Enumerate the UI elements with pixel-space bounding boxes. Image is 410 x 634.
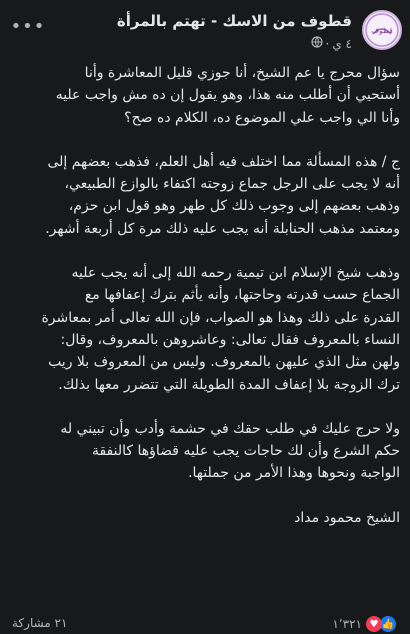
post-line: وذهب بعضهم إلى وجوب ذلك كل طهر وهو قول ابن حزم، — [68, 198, 400, 215]
post-line: القدرة على ذلك وهذا هو الصواب، فإن الله تعالى أمر بمعاشرة — [41, 309, 400, 326]
avatar-text: قطوف — [371, 26, 393, 35]
post-paragraph-answer-3 — [12, 418, 400, 485]
globe-icon — [311, 36, 323, 51]
post-meta — [311, 36, 353, 51]
reactions-summary[interactable] — [332, 616, 396, 632]
love-icon: ♥ — [366, 616, 382, 632]
more-horizontal-icon: ••• — [10, 15, 46, 37]
post-line: النساء بالمعروف فقال تعالى: وعاشروهن بالمعروف، وقال: — [60, 331, 400, 348]
post-paragraph-question — [12, 62, 400, 129]
post-line: ترك الزوجة بلا إعفاف المدة الطويلة التي تتضرر معها بذلك. — [58, 376, 400, 393]
post-line: الشيخ محمود مداد — [294, 509, 400, 526]
post-header — [0, 0, 410, 64]
more-options-button[interactable] — [12, 10, 44, 42]
post-line: ج / هذه المسألة مما اختلف فيه أهل العلم، فذهب بعضهم إلى — [47, 153, 400, 170]
post-paragraph-answer-2 — [12, 262, 400, 396]
post-paragraph-answer-1 — [12, 151, 400, 240]
post-time[interactable]: ٤ ي — [332, 36, 352, 51]
post-line: حكم الشرع وأن لك حاجات يجب عليه قضاؤها كالنفقة — [91, 443, 400, 460]
page-name[interactable]: قطوف من الاسك - تهتم بالمرأة — [116, 12, 352, 30]
post-line: ولا حرج عليك في طلب حقك في حشمة وأدب وأن تبيني له — [60, 420, 400, 437]
avatar-logo-icon — [364, 12, 400, 48]
post-body — [12, 62, 400, 551]
post-line: وأنا الي واجب علي الموضوع ده، الكلام ده صح؟ — [124, 109, 400, 126]
post-line: أنه لا يجب على الرجل جماع زوجته اكتفاء بالوازع الطبيعي، — [64, 176, 400, 193]
post-footer — [0, 614, 410, 634]
post-line: وذهب شيخ الإسلام ابن تيمية رحمه الله إلى أنه يجب عليه — [71, 265, 400, 282]
post-line: سؤال محرج يا عم الشيخ، أنا جوزي قليل المعاشرة وأنا — [84, 65, 400, 81]
post-line: أستحيي أن أطلب منه هذا، وهو يقول إن ده مش واجب عليه — [55, 87, 400, 104]
shares-count[interactable]: ٢١ مشاركة — [12, 616, 68, 630]
post-line: ولهن مثل الذي عليهن بالمعروف. وليس من المعروف بلا ريب — [48, 354, 400, 371]
post-line: الواجبة ونحوها وهذا الأمر من جملتها. — [188, 465, 400, 482]
like-icon: 👍 — [380, 616, 396, 632]
meta-separator: · — [325, 36, 330, 51]
page-avatar[interactable] — [362, 10, 402, 50]
post-line: ومعتمد مذهب الحنابلة أنه يجب عليه ذلك مرة كل أربعة أشهر. — [45, 220, 400, 237]
post-signature — [12, 507, 400, 529]
reaction-count: ١٬٣٢١ — [332, 617, 362, 631]
post-line: الجماع حسب قدرته وحاجتها، وأنه يأثم بترك إعفافها مع — [84, 287, 400, 304]
